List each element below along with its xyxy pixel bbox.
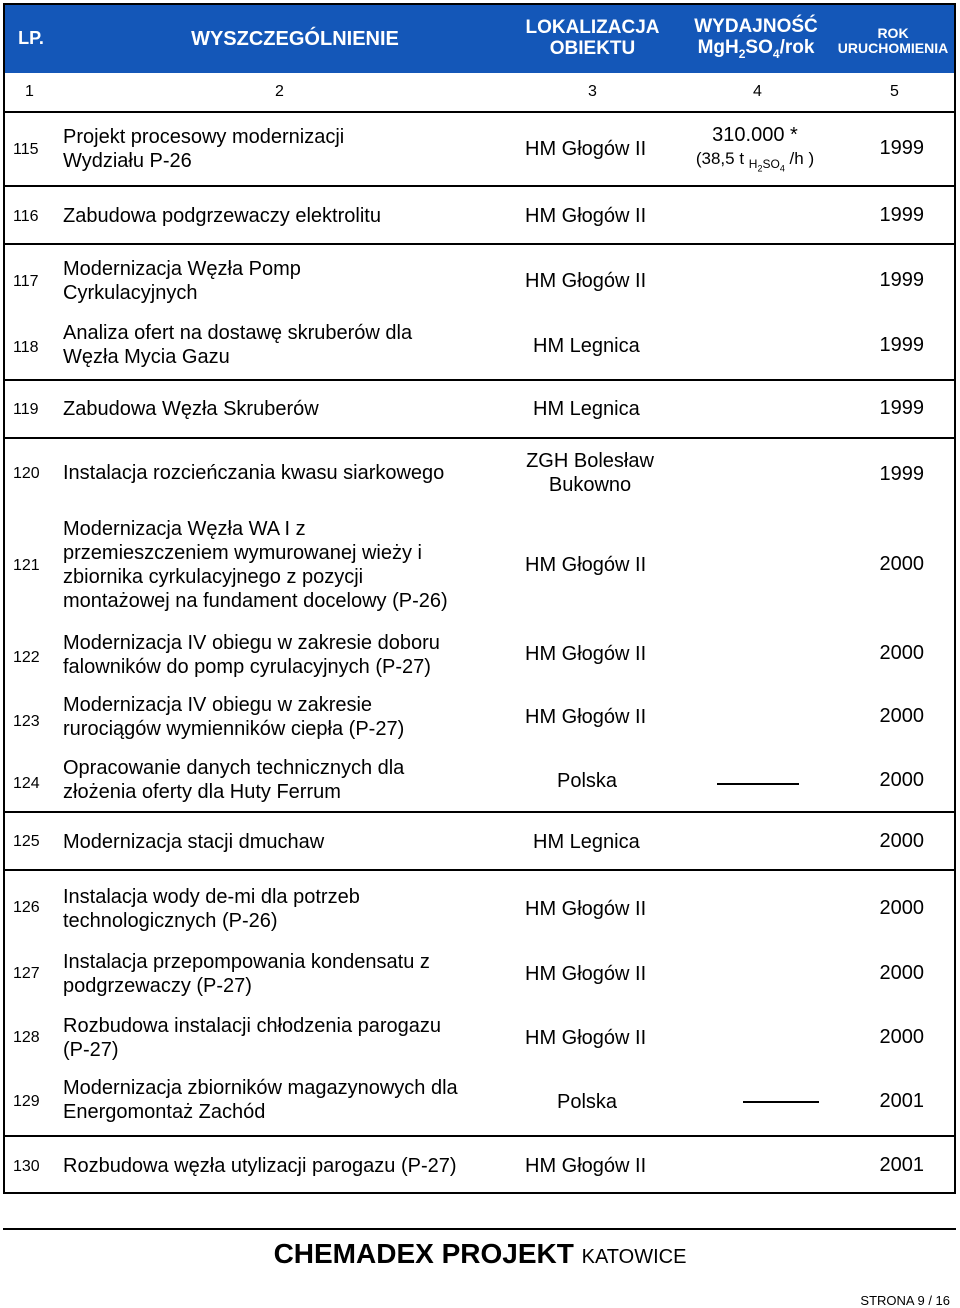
row-year: 1999 xyxy=(879,137,924,159)
row-year: 2000 xyxy=(879,553,924,575)
row-description: Instalacja rozcieńczania kwasu siarkowego xyxy=(63,462,445,484)
column-number: 1 xyxy=(25,83,34,100)
row-location: HM Legnica xyxy=(533,398,640,420)
capacity-dash xyxy=(743,1101,819,1103)
column-number: 5 xyxy=(890,83,899,100)
row-location: HM Głogów II xyxy=(525,706,647,728)
row-location: HM Głogów II xyxy=(525,1027,647,1049)
row-description: Modernizacja IV obiegu w zakresie doboru falowników do pomp cyrulacyjnych (P-27) xyxy=(63,632,440,678)
row-description: Projekt procesowy modernizacji Wydziału P-26 xyxy=(63,126,345,172)
row-location: Polska xyxy=(557,1091,618,1113)
table-row xyxy=(5,871,954,937)
row-location: HM Głogów II xyxy=(525,643,647,665)
table-row xyxy=(5,1137,954,1192)
row-location: ZGH Bolesław Bukowno xyxy=(526,450,654,496)
row-description: Rozbudowa instalacji chłodzenia parogazu (P-27) xyxy=(63,1015,442,1061)
row-location: HM Głogów II xyxy=(525,963,647,985)
brand-name: CHEMADEX PROJEKT xyxy=(273,1238,574,1269)
row-year: 1999 xyxy=(879,463,924,485)
row-number: 125 xyxy=(13,833,40,850)
row-number: 124 xyxy=(13,775,40,792)
table-row xyxy=(5,111,954,187)
table-row xyxy=(5,937,954,1001)
row-description: Modernizacja IV obiegu w zakresie rurociągów wymienników ciepła (P-27) xyxy=(63,694,405,740)
table-row-group xyxy=(5,439,954,813)
header-capacity: WYDAJNOŚĆ $MgH_2SO_4$/rok xyxy=(694,16,818,61)
table-row xyxy=(5,187,954,245)
row-description: Zabudowa Węzła Skruberów xyxy=(63,398,319,420)
row-number: 129 xyxy=(13,1093,40,1110)
row-description: Modernizacja Węzła Pomp Cyrkulacyjnych xyxy=(63,258,301,304)
row-description: Opracowanie danych technicznych dla złożenia oferty dla Huty Ferrum xyxy=(63,757,405,803)
row-location: HM Legnica xyxy=(533,831,640,853)
company-brand xyxy=(0,1238,960,1270)
table-row-group xyxy=(5,871,954,1137)
row-description: Instalacja wody de-mi dla potrzeb technologicznych (P-26) xyxy=(63,886,360,932)
row-location: HM Głogów II xyxy=(525,205,647,227)
row-number: 119 xyxy=(13,401,39,418)
row-number: 120 xyxy=(13,465,40,482)
row-year: 1999 xyxy=(879,204,924,226)
table-row xyxy=(5,509,954,627)
row-location: Polska xyxy=(557,770,618,792)
row-year: 1999 xyxy=(879,397,924,419)
row-year: 2001 xyxy=(879,1154,924,1176)
header-lp: LP. xyxy=(18,28,44,49)
table-row xyxy=(5,749,954,811)
row-location: HM Głogów II xyxy=(525,270,647,292)
row-number: 123 xyxy=(13,713,40,730)
table-row xyxy=(5,439,954,509)
table-row-group xyxy=(5,245,954,381)
row-year: 2000 xyxy=(879,642,924,664)
row-year: 1999 xyxy=(879,334,924,356)
row-location: HM Głogów II xyxy=(525,138,647,160)
table-row xyxy=(5,627,954,687)
row-year: 2000 xyxy=(879,830,924,852)
row-year: 2000 xyxy=(879,769,924,791)
table-row xyxy=(5,1067,954,1133)
row-description: Modernizacja Węzła WA I z przemieszczeniem wymurowanej wieży i zbiornika cyrkulacyjnego z pozycji montażowej na fundament docelowy (P-26) xyxy=(63,518,448,612)
table-row xyxy=(5,813,954,871)
column-number: 4 xyxy=(753,83,762,100)
table-row xyxy=(5,245,954,311)
row-location: HM Głogów II xyxy=(525,898,647,920)
row-location: HM Legnica xyxy=(533,335,640,357)
header-description: WYSZCZEGÓLNIENIE xyxy=(191,28,399,50)
column-number: 2 xyxy=(275,83,284,100)
row-year: 2001 xyxy=(879,1090,924,1112)
row-year: 2000 xyxy=(879,1026,924,1048)
table-row xyxy=(5,311,954,377)
row-description: Modernizacja zbiorników magazynowych dla Energomontaż Zachód xyxy=(63,1077,458,1123)
row-year: 2000 xyxy=(879,705,924,727)
row-location: HM Głogów II xyxy=(525,1155,647,1177)
row-description: Zabudowa podgrzewaczy elektrolitu xyxy=(63,205,381,227)
row-number: 115 xyxy=(13,141,39,158)
row-number: 118 xyxy=(13,339,39,356)
row-number: 122 xyxy=(13,649,40,666)
header-year: ROK URUCHOMIENIA xyxy=(837,24,949,56)
page-number: STRONA 9 / 16 xyxy=(860,1293,950,1308)
capacity-dash xyxy=(717,783,799,785)
row-description: Analiza ofert na dostawę skruberów dla Węzła Mycia Gazu xyxy=(63,322,413,368)
row-description: Rozbudowa węzła utylizacji parogazu (P-27) xyxy=(63,1155,457,1177)
row-year: 1999 xyxy=(879,269,924,291)
row-description: Instalacja przepompowania kondensatu z podgrzewaczy (P-27) xyxy=(63,951,430,997)
footer-divider xyxy=(3,1228,956,1230)
table-row xyxy=(5,381,954,439)
column-numbers-row xyxy=(5,73,954,113)
row-number: 116 xyxy=(13,208,39,225)
projects-table xyxy=(3,3,956,1194)
row-number: 130 xyxy=(13,1158,40,1175)
row-location: HM Głogów II xyxy=(525,554,647,576)
header-location: LOKALIZACJA OBIEKTU xyxy=(525,17,660,59)
row-number: 117 xyxy=(13,273,39,290)
table-row xyxy=(5,1001,954,1067)
row-number: 128 xyxy=(13,1029,40,1046)
table-row xyxy=(5,687,954,749)
row-description: Modernizacja stacji dmuchaw xyxy=(63,831,325,853)
row-year: 2000 xyxy=(879,962,924,984)
row-number: 127 xyxy=(13,965,40,982)
row-number: 126 xyxy=(13,899,40,916)
row-capacity: 310.000 * (38,5 t $_{H_2SO_4}$ /h ) xyxy=(695,124,815,174)
brand-city: KATOWICE xyxy=(581,1246,687,1268)
row-number: 121 xyxy=(13,557,40,574)
column-number: 3 xyxy=(588,83,597,100)
row-year: 2000 xyxy=(879,897,924,919)
table-header xyxy=(5,5,954,73)
